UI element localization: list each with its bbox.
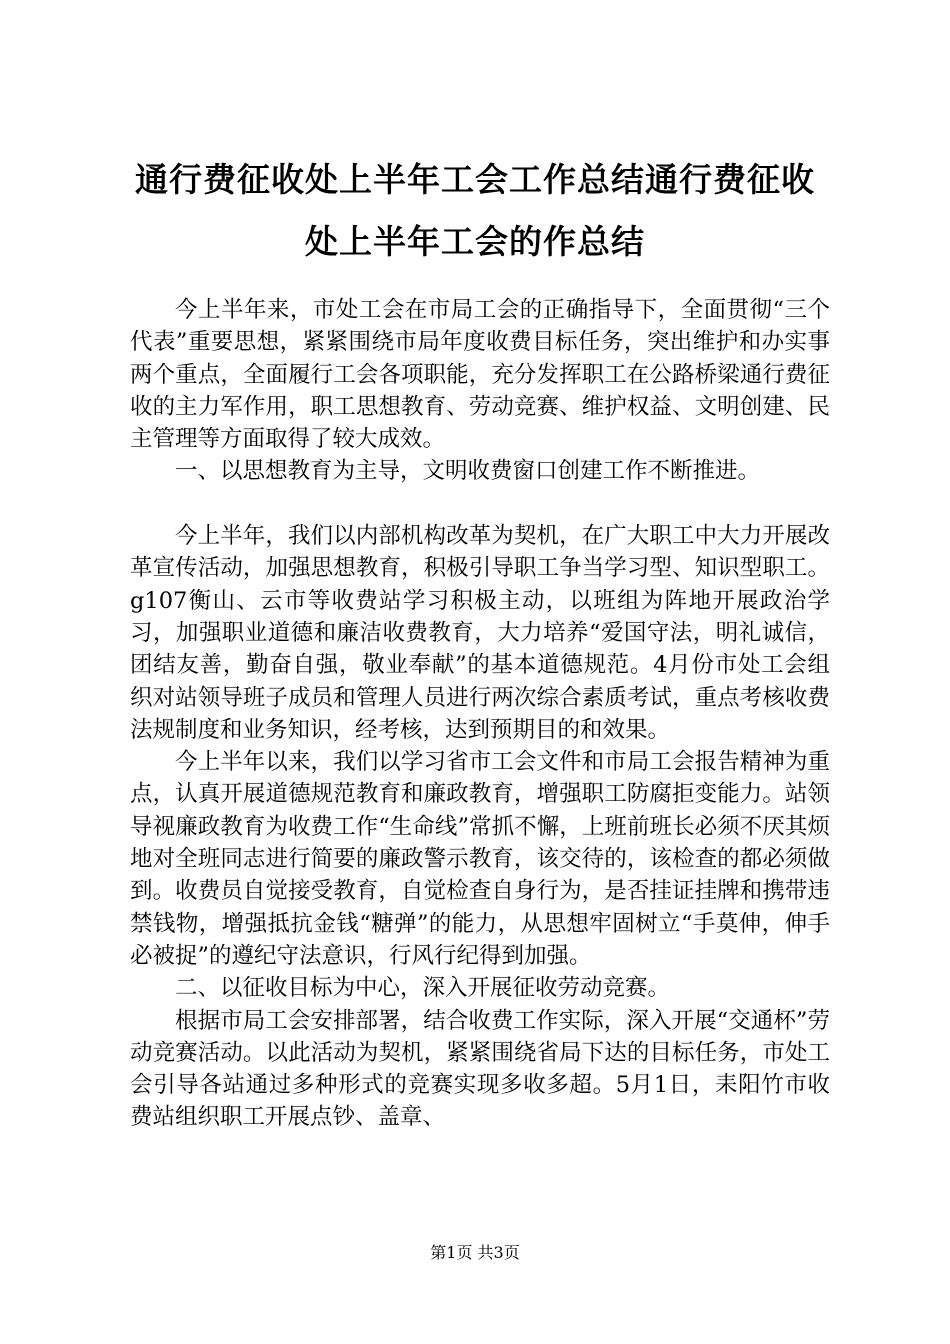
paragraph-education: 今上半年，我们以内部机构改革为契机，在广大职工中大力开展改革宣传活动，加强思想教育，积极引导职工争当学习型、知识型职工。g107衡山、云市等收费站学习积极主动，以班组为阵地开展政治学习，加强职业道德和廉洁收费教育，大力培养“爱国守法，明礼诚信，团结友善，勤奋自强，敬业奉献”的基本道德规范。4月份市处工会组织对站领导班子成员和管理人员进行两次综合素质考试，重点考核收费法规制度和业务知识，经考核，达到预期目的和效果。 (130, 523, 830, 743)
section-heading-2: 二、以征收目标为中心，深入开展征收劳动竞赛。 (175, 975, 671, 1002)
paragraph-competition: 根据市局工会安排部署，结合收费工作实际，深入开展“交通杯”劳动竞赛活动。以此活动为契机，紧紧围绕省局下达的目标任务，市处工会引导各站通过多种形式的竞赛实现多收多超。5月1日，耒阳竹市收费站组织职工开展点钞、盖章、 (130, 1007, 830, 1131)
document-title-line-2: 处上半年工会的作总结 (305, 222, 645, 261)
page-number-footer: 第1页 共3页 (430, 1243, 520, 1262)
paragraph-integrity: 今上半年以来，我们以学习省市工会文件和市局工会报告精神为重点，认真开展道德规范教育和廉政教育，增强职工防腐拒变能力。站领导视廉政教育为收费工作“生命线”常抓不懈，上班前班长必须不厌其烦地对全班同志进行简要的廉政警示教育，该交待的，该检查的都必须做到。收费员自觉接受教育，自觉检查自身行为，是否挂证挂牌和携带违禁钱物，增强抵抗金钱“糖弹”的能力，从思想牢固树立“手莫伸，伸手必被捉”的遵纪守法意识，行风行纪得到加强。 (130, 749, 830, 969)
document-body (130, 294, 830, 1134)
document-title-line-1: 通行费征收处上半年工会工作总结通行费征收 (135, 160, 815, 199)
section-heading-1: 一、以思想教育为主导，文明收费窗口创建工作不断推进。 (175, 458, 761, 485)
paragraph-intro: 今上半年来，市处工会在市局工会的正确指导下，全面贯彻“三个代表”重要思想，紧紧围绕市局年度收费目标任务，突出维护和办实事两个重点，全面履行工会各项职能，充分发挥职工在公路桥梁通行费征收的主力军作用，职工思想教育、劳动竞赛、维护权益、文明创建、民主管理等方面取得了较大成效。 (130, 297, 830, 453)
